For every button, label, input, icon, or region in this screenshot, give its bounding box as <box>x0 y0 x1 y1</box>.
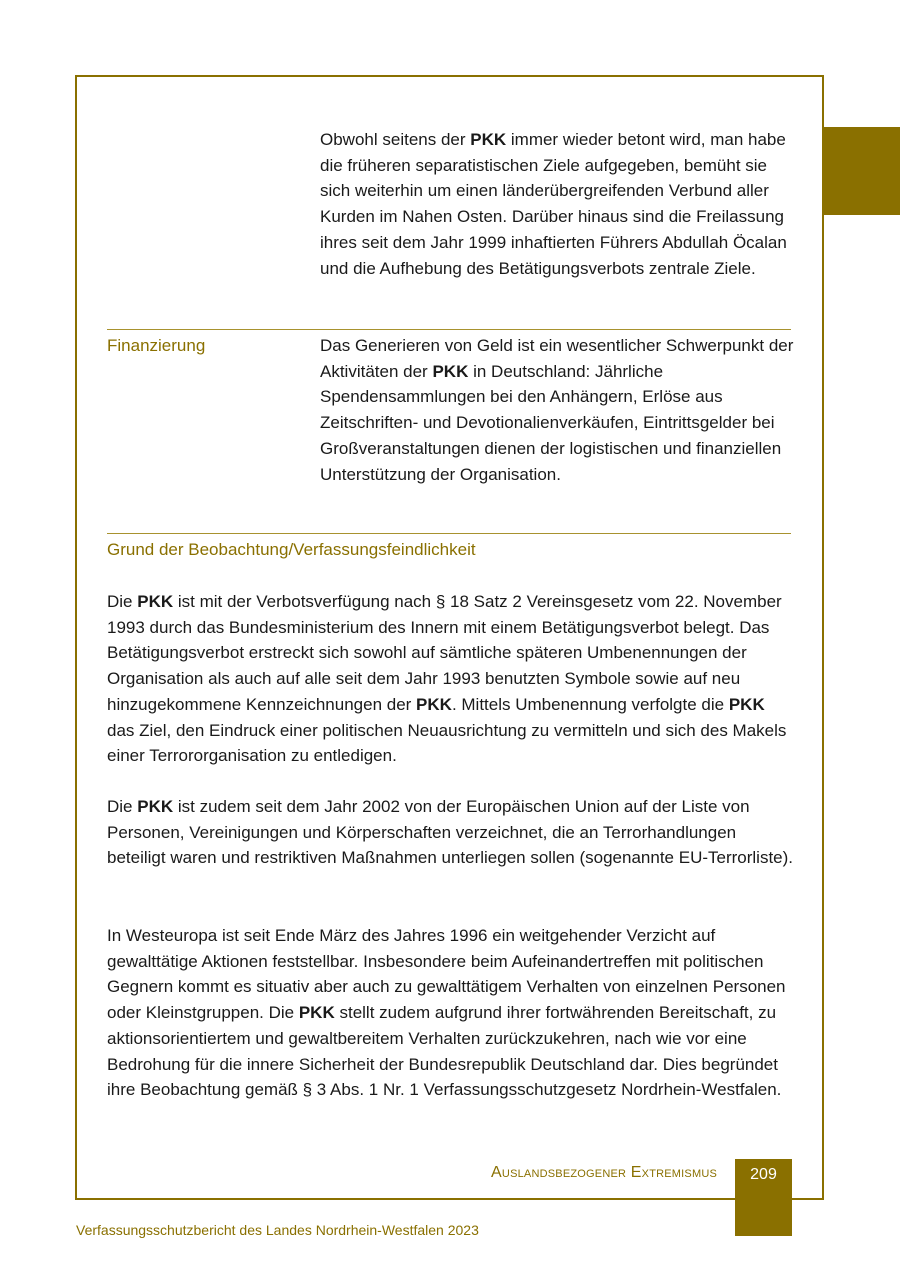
grund-heading: Grund der Beobachtung/Verfassungsfeindlichkeit <box>107 540 476 559</box>
finanzierung-label: Finanzierung <box>107 336 206 355</box>
finanzierung-paragraph: Das Generieren von Geld ist ein wesentlicher Schwerpunkt der Aktivitäten der PKK in Deutschland: Jährliche Spendensammlungen bei den Anhängern, Erlöse aus Zeitschriften- und Devotionalienverkäufen, Eintrittsgelder bei Großveranstaltungen dienen der logistischen und finanziellen Unterstützung der Organisation. <box>320 336 794 484</box>
section-divider-finanzierung <box>107 329 791 330</box>
emphasis-term: PKK <box>416 694 452 714</box>
section-divider-grund <box>107 533 791 534</box>
intro-paragraph: Obwohl seitens der PKK immer wieder betont wird, man habe die früheren separatistischen Ziele aufgegeben, bemüht sie sich weiterhin um einen länderübergreifenden Verbund aller Kurden im Nahen Osten. Darüber hinaus sind die Freilassung ihres seit dem Jahr 1999 inhaftierten Führers Abdullah Öcalan und die Aufhebung des Betätigungsverbots zentrale Ziele. <box>320 130 787 278</box>
emphasis-term: PKK <box>728 694 765 714</box>
emphasis-term: PKK <box>137 592 174 611</box>
page-number: 209 <box>750 1166 777 1183</box>
grund-paragraph-2: Die PKK ist zudem seit dem Jahr 2002 von der Europäischen Union auf der Liste von Personen, Vereinigungen und Körperschaften verzeichnet, die an Terrorhandlungen beteiligt waren und restriktiven Maßnahmen unterliegen sollen (sogenannte EU-Terrorliste). <box>107 797 794 868</box>
emphasis-term: PKK <box>298 1003 335 1023</box>
chapter-tab-marker <box>822 127 900 215</box>
grund-paragraph-1: Die PKK ist mit der Verbotsverfügung nach § 18 Satz 2 Vereinsgesetz vom 22. November 1993 durch das Bundesministerium des Innern mit einem Betätigungsverbot belegt. Das Betätigungsverbot erstreckt sich sowohl auf sämtliche späteren Umbenennungen der Organisation als auch auf alle seit dem Jahr 1993 benutzten Symbole sowie auf neu hinzugekommene Kennzeichnungen der PKK. Mittels Umbenennung verfolgte die PKK das Ziel, den Eindruck einer politischen Neuausrichtung zu vermitteln und sich des Makels einer Terrororganisation zu entledigen. <box>107 592 787 766</box>
grund-paragraph-3: In Westeuropa ist seit Ende März des Jahres 1996 ein weitgehender Verzicht auf gewalttätige Aktionen feststellbar. Insbesondere beim Aufeinandertreffen mit politischen Gegnern kommt es situativ aber auch zu gewalttätigem Verhalten von einzelnen Personen oder Kleinstgruppen. Die PKK stellt zudem aufgrund ihrer fortwährenden Bereitschaft, zu aktionsorientiertem und gewaltbereitem Verhalten zurückzukehren, nach wie vor eine Bedrohung für die innere Sicherheit der Bundesrepublik Deutschland dar. Dies begründet ihre Beobachtung gemäß § 3 Abs. 1 Nr. 1 Verfassungsschutzgesetz Nordrhein-Westfalen. <box>107 926 786 1100</box>
page-number-box <box>735 1159 792 1236</box>
emphasis-term: PKK <box>137 797 174 816</box>
emphasis-term: PKK <box>432 361 469 381</box>
footer-publication-title: Verfassungsschutzbericht des Landes Nordrhein-Westfalen 2023 <box>76 1222 479 1238</box>
emphasis-term: PKK <box>470 130 507 149</box>
running-title: Auslandsbezogener Extremismus <box>491 1164 717 1181</box>
